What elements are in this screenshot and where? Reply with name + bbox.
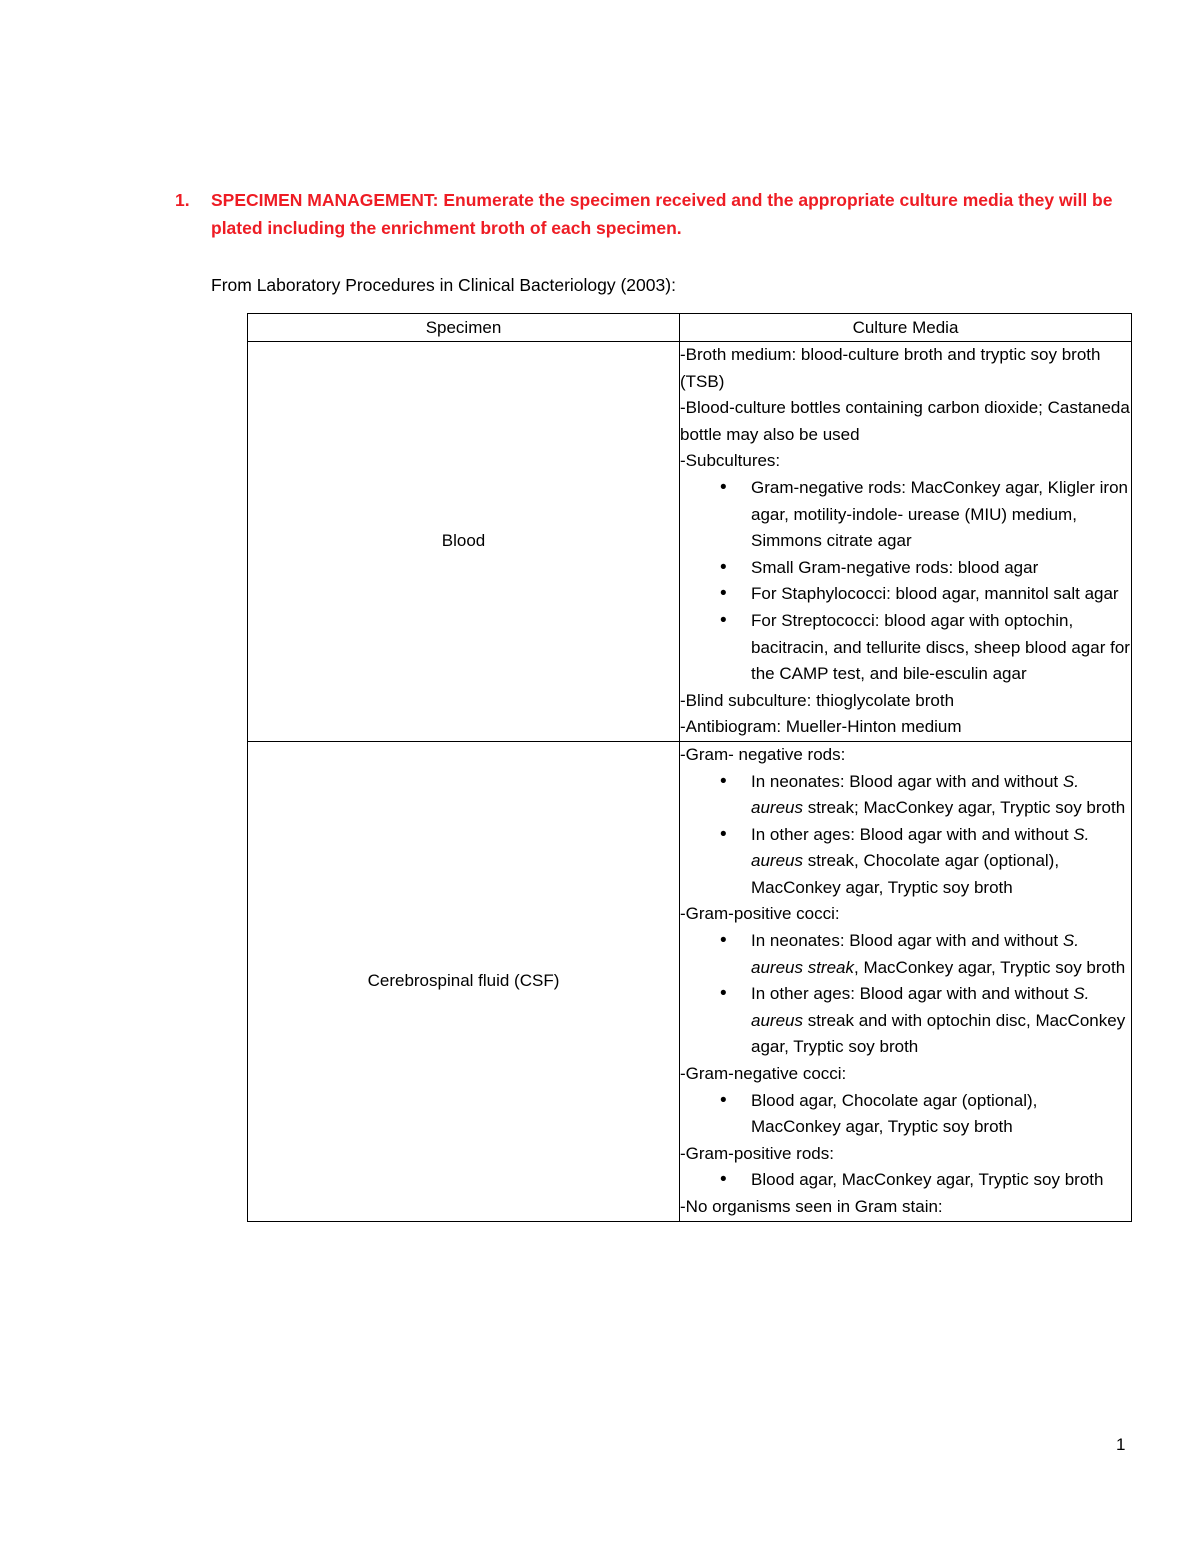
question-heading	[175, 186, 1135, 242]
media-heading: -Gram-positive cocci:	[680, 904, 840, 924]
table-row	[248, 342, 1132, 742]
media-line: -Blood-culture bottles containing carbon dioxide; Castaneda bottle may also be used	[680, 398, 1130, 444]
list-item: • Small Gram-negative rods: blood agar	[751, 555, 1131, 582]
gram-positive-rods-list	[680, 1167, 1131, 1194]
csf-culture-media	[680, 741, 1132, 1221]
media-line: -Antibiogram: Mueller-Hinton medium	[680, 717, 962, 737]
list-item: • For Staphylococci: blood agar, mannitol salt agar	[751, 581, 1131, 608]
list-item: • Gram-negative rods: MacConkey agar, Kligler iron agar, motility-indole- urease (MIU) medium, Simmons citrate agar	[751, 475, 1131, 555]
media-line: -Broth medium: blood-culture broth and tryptic soy broth (TSB)	[680, 345, 1101, 391]
list-item: • In neonates: Blood agar with and without S. aureus streak, MacConkey agar, Tryptic soy broth	[751, 928, 1131, 981]
question-number: 1.	[175, 190, 190, 210]
list-item: • In other ages: Blood agar with and without S. aureus streak, Chocolate agar (optional), MacConkey agar, Tryptic soy broth	[751, 822, 1131, 902]
media-heading: -Gram-negative cocci:	[680, 1064, 847, 1084]
page-number: 1	[1116, 1435, 1126, 1454]
media-heading: -No organisms seen in Gram stain:	[680, 1197, 943, 1216]
source-citation: From Laboratory Procedures in Clinical Bacteriology (2003):	[211, 275, 676, 295]
specimen-media-table	[247, 313, 1132, 1222]
blood-culture-media	[680, 342, 1132, 742]
organism-name: S. aureus	[751, 984, 1090, 1030]
subcultures-list	[680, 475, 1131, 688]
table-row	[248, 741, 1132, 1221]
specimen-csf: Cerebrospinal fluid (CSF)	[248, 741, 680, 1221]
media-heading: -Gram-positive rods:	[680, 1143, 834, 1163]
question-text: SPECIMEN MANAGEMENT: Enumerate the specimen received and the appropriate culture media they will be plated including the enrichment broth of each specimen.	[211, 190, 1113, 238]
organism-name: S. aureus	[751, 824, 1090, 871]
list-item: • In neonates: Blood agar with and without S. aureus streak; MacConkey agar, Tryptic soy broth	[751, 769, 1131, 822]
organism-name: S. aureus streak	[751, 931, 1079, 977]
list-item: • Blood agar, Chocolate agar (optional), MacConkey agar, Tryptic soy broth	[751, 1088, 1131, 1141]
gram-negative-cocci-list	[680, 1088, 1131, 1141]
header-culture-media: Culture Media	[680, 314, 1132, 342]
media-heading: -Gram- negative rods:	[680, 744, 846, 764]
gram-negative-rods-list	[680, 769, 1131, 902]
gram-positive-cocci-list	[680, 928, 1131, 1061]
media-line: -Blind subculture: thioglycolate broth	[680, 690, 955, 710]
list-item: • Blood agar, MacConkey agar, Tryptic soy broth	[751, 1167, 1131, 1194]
media-line: -Subcultures:	[680, 451, 781, 471]
header-specimen: Specimen	[248, 314, 680, 342]
list-item: • For Streptococci: blood agar with optochin, bacitracin, and tellurite discs, sheep blood agar for the CAMP test, and bile-esculin agar	[751, 608, 1131, 688]
organism-name: S. aureus	[751, 771, 1079, 818]
table-header-row	[248, 314, 1132, 342]
specimen-blood: Blood	[248, 342, 680, 742]
list-item: • In other ages: Blood agar with and without S. aureus streak and with optochin disc, MacConkey agar, Tryptic soy broth	[751, 981, 1131, 1061]
